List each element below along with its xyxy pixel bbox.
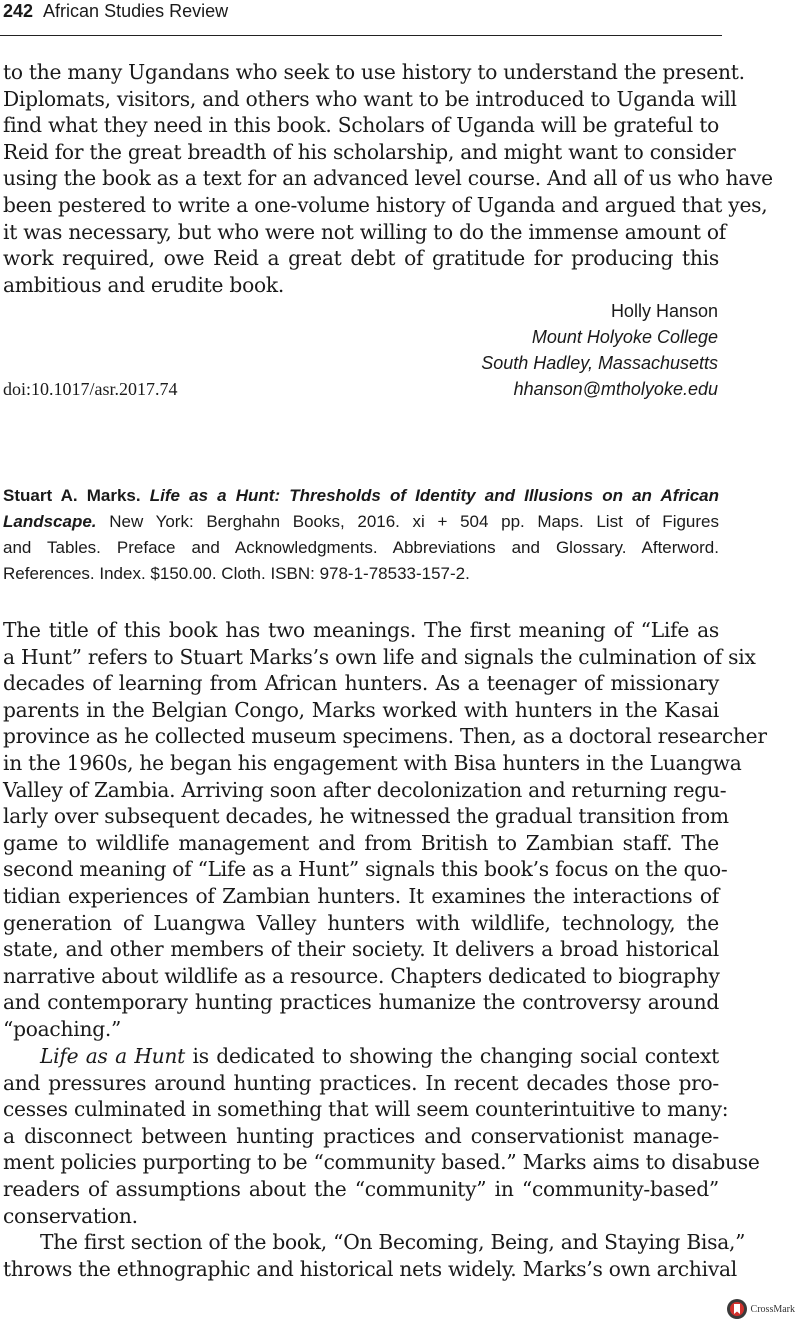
text-line: Valley of Zambia. Arriving soon after decolonization and returning regu- [3,777,727,802]
text-line: tidian experiences of Zambian hunters. It examines the interactions of [3,883,719,908]
text-line: Diplomats, visitors, and others who want to be introduced to Uganda will [3,86,737,111]
page-number: 242 [3,1,34,21]
journal-title: African Studies Review [43,1,229,21]
text-line: ambitious and erudite book. [3,272,285,297]
doi-link[interactable]: doi:10.1017/asr.2017.74 [3,379,178,399]
crossmark-icon [726,1298,748,1320]
text-line: cesses culminated in something that will seem counterintuitive to many: [3,1097,729,1122]
book-citation [3,483,719,587]
previous-review-paragraph [3,59,773,298]
text-line [3,1043,719,1070]
citation-line: and Tables. Preface and Acknowledgments. Abbreviations and Glossary. Afterword. [3,538,719,557]
text-line: in the 1960s, he began his engagement with Bisa hunters in the Luangwa [3,750,742,775]
citation-line [3,509,719,535]
text-line: to the many Ugandans who seek to use history to understand the present. [3,60,745,84]
text-line: The title of this book has two meanings. The first meaning of “Life as [3,618,719,642]
text-line: conservation. [3,1203,138,1228]
reviewer-institution: Mount Holyoke College [531,327,718,347]
header-rule [0,35,722,36]
text-line: work required, owe Reid a great debt of gratitude for producing this [3,246,719,271]
citation-title-cont: Landscape. [3,512,97,531]
citation-author: Stuart A. Marks. [3,486,141,505]
text-fragment: is dedicated to showing the changing social context [185,1044,719,1068]
text-line: throws the ethnographic and historical nets widely. Marks’s own archival [3,1256,737,1281]
text-line: parents in the Belgian Congo, Marks worked with hunters in the Kasai [3,697,719,722]
text-line: larly over subsequent decades, he witnessed the gradual transition from [3,804,729,829]
text-line: The first section of the book, “On Becoming, Being, and Staying Bisa,” [40,1230,746,1254]
text-line: and contemporary hunting practices humanize the controversy around [3,990,719,1015]
reviewer-location: South Hadley, Massachusetts [481,353,718,373]
text-line: game to wildlife management and from British to Zambian staff. The [3,830,719,855]
text-line: and pressures around hunting practices. In recent decades those pro- [3,1070,719,1095]
reviewer-name: Holly Hanson [610,301,718,321]
text-line: readers of assumptions about the “community” in “community-based” [3,1176,719,1201]
text-line: province as he collected museum specimens. Then, as a doctoral researcher [3,724,767,749]
reviewer-email[interactable]: hhanson@mtholyoke.edu [513,379,718,399]
text-line: decades of learning from African hunters. As a teenager of missionary [3,671,719,696]
text-line: narrative about wildlife as a resource. Chapters dedicated to biography [3,963,720,988]
citation-publication: New York: Berghahn Books, 2016. xi + 504 pp. Maps. List of Figures [96,512,719,531]
text-line: state, and other members of their society. It delivers a broad historical [3,937,719,962]
text-line: Reid for the great breadth of his scholarship, and might want to consider [3,139,736,164]
reviewer-signature [481,298,718,402]
text-line: it was necessary, but who were not willing to do the immense amount of [3,219,726,244]
text-line: been pestered to write a one-volume history of Uganda and argued that yes, [3,192,768,217]
citation-line [3,483,719,509]
review-paragraph-1 [3,617,767,1043]
text-line: a disconnect between hunting practices and conservationist manage- [3,1123,719,1148]
crossmark-label: CrossMark [750,1303,795,1315]
text-line: ment policies purporting to be “community based.” Marks aims to disabuse [3,1150,760,1175]
text-line: generation of Luangwa Valley hunters with wildlife, technology, the [3,910,719,935]
text-line: second meaning of “Life as a Hunt” signals this book’s focus on the quo- [3,857,728,882]
text-line: using the book as a text for an advanced level course. And all of us who have [3,166,773,191]
review-paragraph-3 [3,1229,746,1282]
review-paragraph-2 [3,1043,760,1229]
crossmark-badge[interactable] [726,1298,795,1320]
book-title-italic: Life as a Hunt [40,1044,186,1068]
text-line: a Hunt” refers to Stuart Marks’s own life and signals the culmination of six [3,644,756,669]
citation-title: Life as a Hunt: Thresholds of Identity and Illusions on an African [149,486,720,505]
text-line: “poaching.” [3,1016,122,1041]
running-header [3,0,228,22]
citation-line: References. Index. $150.00. Cloth. ISBN: 978-1-78533-157-2. [3,564,470,583]
text-line: find what they need in this book. Scholars of Uganda will be grateful to [3,113,719,138]
